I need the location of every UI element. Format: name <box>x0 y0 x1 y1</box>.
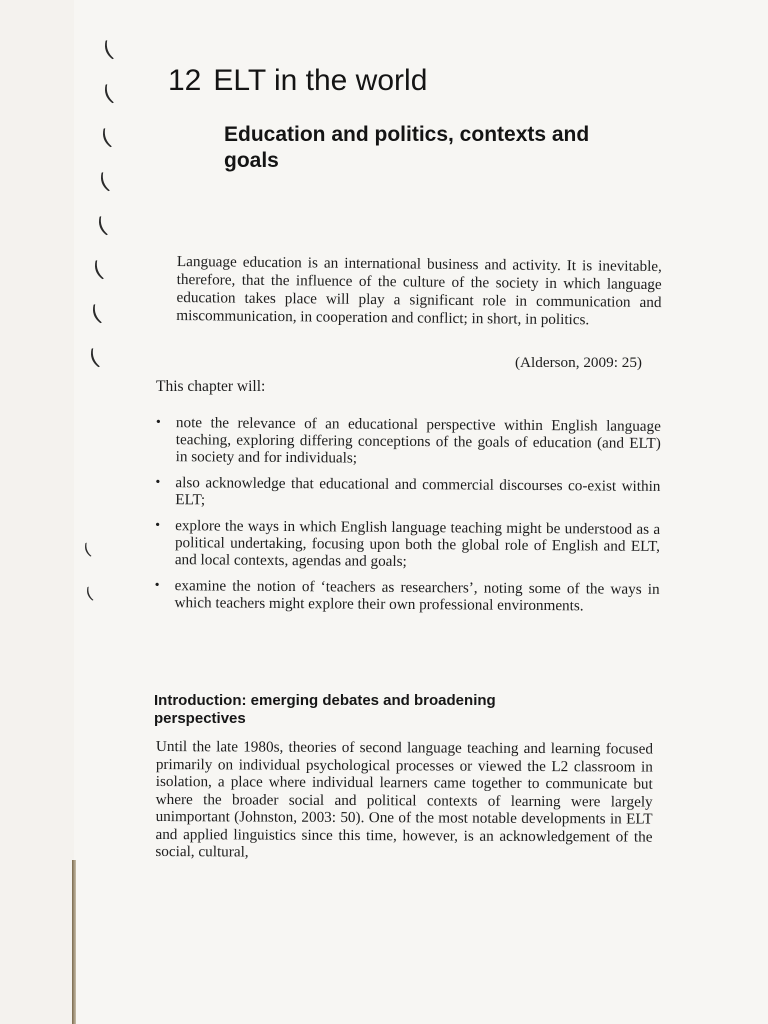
bullet-icon: • <box>155 414 161 431</box>
list-item-text: note the relevance of an educational perspective within English language teaching, exploring differing conceptions of the goals of education (and ELT) in society and for individuals; <box>175 414 661 467</box>
book-spine-shadow <box>72 860 76 1024</box>
chapter-objectives-list <box>154 414 661 624</box>
chapter-intro-line: This chapter will: <box>156 378 266 395</box>
bullet-icon: • <box>155 517 161 534</box>
list-item-text: explore the ways in which English language teaching might be understood as a political undertaking, focusing upon both the global role of English and ELT, and local contexts, agendas and goals; <box>174 517 661 570</box>
list-item <box>155 474 660 512</box>
body-paragraph: Until the late 1980s, theories of second language teaching and learning focused primarily on individual psychological processes or viewed the L2 classroom in isolation, a place where individual learners came together to communicate but where the broader social and political contexts of learning were largely unimportant (Johnston, 2003: 50). One of the most notable developments in ELT and applied linguistics since this time, however, is an acknowledgement of the social, cultural, <box>155 738 653 861</box>
epigraph-quote: Language education is an international business and activity. It is inevitable, therefore, that the influence of the culture of the society in which language education takes place will play a significant role in communication and miscommunication, in cooperation and conflict; in short, in politics. <box>176 253 662 329</box>
chapter-number: 12 <box>168 64 202 97</box>
list-item-text: examine the notion of ‘teachers as researchers’, noting some of the ways in which teachers might explore their own professional environments. <box>174 577 660 615</box>
list-item-text: also acknowledge that educational and commercial discourses co-exist within ELT; <box>175 474 661 509</box>
list-item <box>155 517 660 572</box>
chapter-title-text: ELT in the world <box>213 64 428 97</box>
section-heading: Introduction: emerging debates and broadening perspectives <box>154 692 496 727</box>
epigraph-citation: (Alderson, 2009: 25) <box>515 354 642 371</box>
bullet-icon: • <box>155 474 161 491</box>
list-item <box>154 577 659 615</box>
bullet-icon: • <box>154 577 160 594</box>
list-item <box>156 414 661 469</box>
chapter-title <box>168 64 427 98</box>
chapter-subtitle: Education and politics, contexts and goals <box>224 123 590 172</box>
